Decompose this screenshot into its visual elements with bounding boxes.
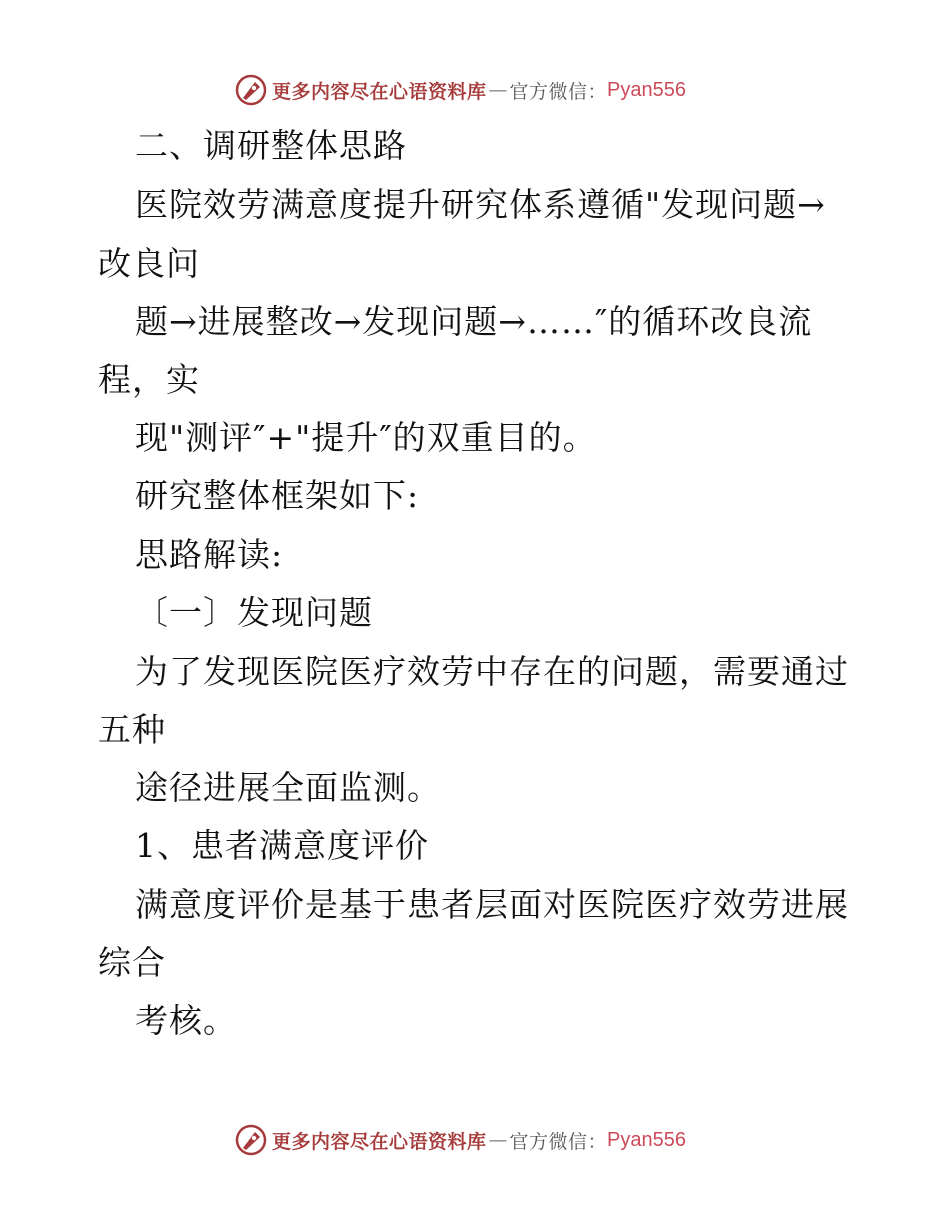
section-heading: 二、调研整体思路	[135, 126, 407, 165]
banner-official-label: 官方微信：	[509, 1130, 608, 1153]
banner-wechat-id: Pyan556	[607, 1128, 686, 1151]
subsection-heading: 〔一〕发现问题	[135, 593, 373, 632]
banner-text: 更多内容尽在心语资料库	[272, 1130, 487, 1153]
paragraph-line: 综合	[98, 943, 166, 982]
paragraph-line: 五种	[98, 710, 166, 749]
paragraph-line: 改良问	[98, 244, 200, 283]
banner-wechat-id: Pyan556	[607, 78, 686, 101]
paragraph-line: 为了发现医院医疗效劳中存在的问题，需要通过	[135, 652, 849, 691]
paragraph-line: 现"测评″+"提升″的双重目的。	[135, 418, 597, 457]
pen-nib-logo-icon	[234, 73, 268, 107]
paragraph-line: 医院效劳满意度提升研究体系遵循"发现问题→	[135, 185, 826, 224]
footer-banner	[234, 1122, 686, 1158]
paragraph-line: 考核。	[135, 1001, 237, 1040]
banner-official-label: 官方微信：	[509, 80, 608, 103]
paragraph-line: 研究整体框架如下:	[135, 476, 420, 515]
pen-nib-logo-icon	[234, 1123, 268, 1157]
banner-separator: —	[488, 79, 508, 101]
banner-text: 更多内容尽在心语资料库	[272, 80, 487, 103]
paragraph-line: 途径进展全面监测。	[135, 768, 441, 807]
list-item-heading: 1、患者满意度评价	[135, 826, 429, 865]
paragraph-line: 满意度评价是基于患者层面对医院医疗效劳进展	[135, 885, 849, 924]
paragraph-line: 思路解读:	[135, 535, 284, 574]
paragraph-line: 题→进展整改→发现问题→……″的循环改良流	[135, 302, 813, 341]
header-banner	[234, 72, 686, 108]
paragraph-line: 程，实	[98, 360, 200, 399]
banner-separator: —	[488, 1129, 508, 1151]
